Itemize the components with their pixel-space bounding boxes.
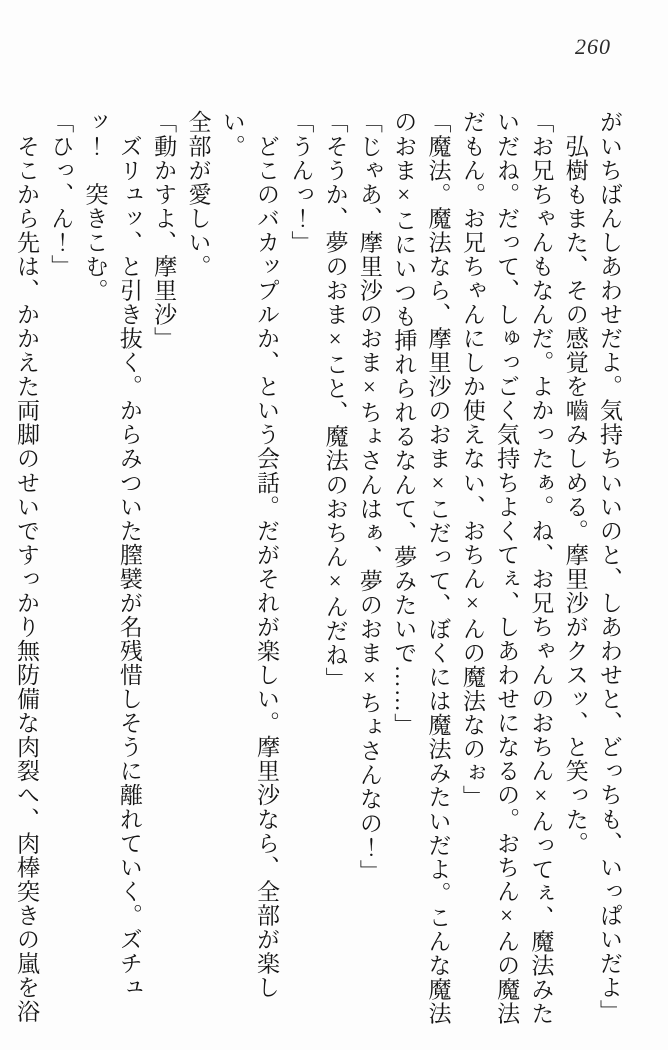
page-number: 260	[575, 34, 611, 59]
text-column: 「魔法。魔法なら、摩里沙のおま×こだって、ぼくには魔法みたいだよ。こんな魔法	[425, 110, 451, 1026]
text-column: だもん。お兄ちゃんにしか使えない、おちん×んの魔法なのぉ」	[459, 110, 485, 810]
text-column: ッ！ 突きこむ。	[82, 110, 108, 303]
text-column: 「うんっ！」	[288, 110, 314, 255]
text-column: 弘樹もまた、その感覚を嚙みしめる。摩里沙がクスッ、と笑った。	[562, 110, 588, 856]
text-column: 「お兄ちゃんもなんだ。よかったぁ。ね、お兄ちゃんのおちん×んってぇ、魔法みた	[528, 110, 554, 1026]
text-column: どこのバカップルか、という会話。だがそれが楽しい。摩里沙なら、全部が楽しい。	[219, 110, 280, 1000]
text-column: 全部が愛しい。	[185, 110, 211, 279]
text-column: ズリュッ、と引き抜く。からみついた膣襞が名残惜しそうに離れていく。ズチュ	[116, 110, 142, 1000]
text-column: 「そうか、夢のおま×こと、魔法のおちん×んだね」	[322, 110, 348, 691]
text-column: そこから先は、かかえた両脚のせいですっかり無防備な肉裂へ、肉棒突きの嵐を浴	[13, 110, 39, 1024]
text-column: 「動かすよ、摩里沙」	[151, 110, 177, 351]
text-column: 「ひっ、ん！」	[48, 110, 74, 279]
vertical-text-block	[9, 110, 626, 1045]
text-column: いだね。だって、しゅっごく気持ちよくてぇ、しあわせになるの。おちん×んの魔法	[494, 110, 520, 1026]
text-column: がいちばんしあわせだよ。気持ちいいのと、しあわせと、どっちも、いっぱいだよ」	[597, 110, 622, 1024]
text-column: 「じゃあ、摩里沙のおま×ちょさんはぁ、夢のおま×ちょさんなの！」	[356, 110, 382, 884]
text-column: のおま×こにいつも挿れられるなんて、夢みたいで……」	[391, 110, 417, 737]
